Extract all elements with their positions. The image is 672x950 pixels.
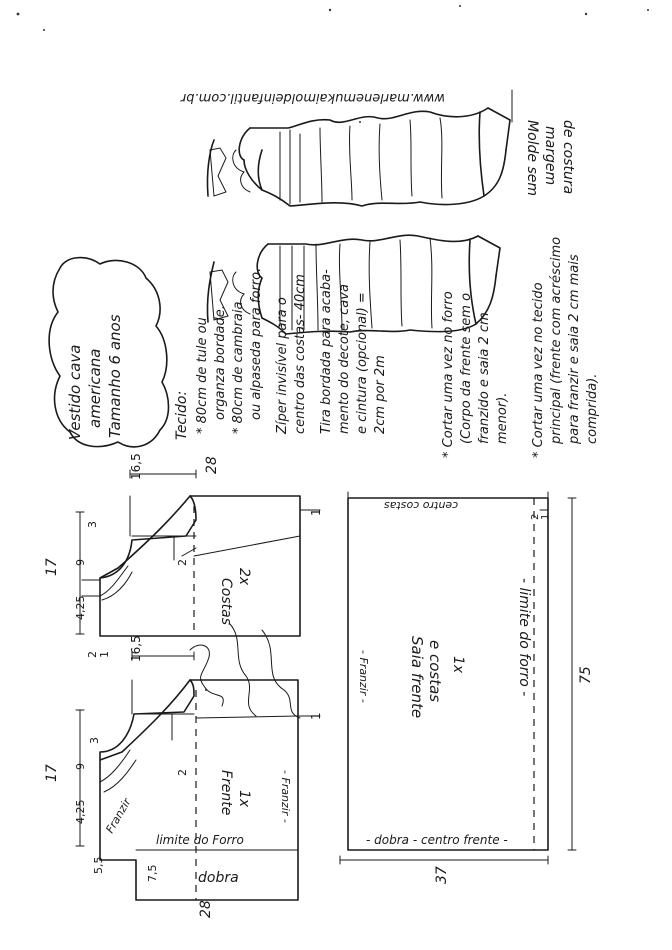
- title-line2: americana: [86, 348, 104, 428]
- skirt-fold: - dobra - centro frente -: [366, 833, 508, 847]
- back-dim-9: 9: [74, 559, 87, 566]
- back-count: 2x: [236, 568, 252, 586]
- back-piece: [44, 453, 323, 658]
- front-label: Frente: [218, 770, 234, 816]
- back-dim-1b: 1: [309, 508, 323, 516]
- skirt-dim-2: 2: [530, 513, 541, 520]
- front-dim-425: 4,25: [74, 799, 87, 824]
- fabric-heading: Tecido:: [174, 390, 190, 440]
- note-main-line2: para franzir e saia 2 cm mais: [567, 254, 582, 444]
- note-lining-line0: * Cortar uma vez no forro: [441, 291, 456, 458]
- front-dim-3: 3: [88, 737, 101, 744]
- note-main-line0: * Cortar uma vez no tecido: [531, 282, 546, 458]
- back-dim-2: 2: [86, 651, 99, 658]
- front-count: 1x: [236, 790, 252, 808]
- fabric-line-2: * 80cm de cambraia: [231, 301, 246, 434]
- skirt-width-75: 75: [578, 666, 594, 684]
- dress-illustration-front: [207, 108, 510, 206]
- title-line3: Tamanho 6 anos: [106, 314, 124, 438]
- front-dim-55: 5,5: [92, 856, 105, 874]
- skirt-piece: [340, 492, 594, 884]
- fabric-line-8: e cintura (opcional) =: [355, 292, 370, 434]
- fabric-line-9: 2cm por 2m: [373, 355, 388, 434]
- back-label: Costas: [218, 578, 234, 625]
- front-dim-165: 16,5: [129, 635, 143, 662]
- front-fold: dobra: [198, 870, 239, 886]
- fabric-line-3: ou alpaseda para forro.: [249, 267, 264, 420]
- fabric-list: [174, 268, 388, 440]
- front-franzir-neck: Franzir: [103, 796, 134, 836]
- note-main-fabric: [531, 237, 600, 458]
- fabric-line-0: * 80cm de tule ou: [195, 317, 210, 434]
- back-dim-1: 1: [98, 651, 111, 658]
- front-dim-2: 2: [176, 769, 189, 776]
- back-width-17: 17: [44, 558, 60, 576]
- mold-label: [524, 120, 576, 196]
- signature-text: Marlene Mukai: [267, 610, 280, 691]
- skirt-count: 1x: [450, 656, 466, 674]
- note-main-line1: principal (frente com acréscimo: [549, 236, 564, 444]
- skirt-height-37: 37: [434, 866, 450, 884]
- mold-label-line2: margem: [542, 126, 558, 186]
- note-lining-line3: menor).: [495, 392, 510, 444]
- title-block: [66, 314, 124, 440]
- mold-label-line1: Molde sem: [524, 120, 540, 197]
- back-dim-165: 16,5: [129, 453, 143, 480]
- note-main-line3: comprida).: [585, 373, 600, 444]
- skirt-franzir: - Franzir -: [357, 650, 370, 703]
- mold-label-line3: de costura: [560, 120, 576, 195]
- fabric-line-6: Tira bordada para acaba-: [319, 269, 334, 434]
- front-lining-limit: limite do Forro: [156, 833, 244, 847]
- fabric-line-7: mento do decote, cava: [337, 284, 352, 434]
- skirt-center-back: centro costas: [384, 499, 459, 512]
- front-dim-9: 9: [74, 763, 87, 770]
- fabric-line-4: Zíper invisível para o: [275, 297, 290, 434]
- front-franzir-top: - Franzir -: [279, 770, 292, 823]
- front-dim-28: 28: [198, 900, 214, 918]
- skirt-label-line1: Saia frente: [408, 636, 426, 719]
- title-line1: Vestido cava: [66, 344, 84, 440]
- website-url: www.marlenemukaimoldeinfantil.com.br: [180, 90, 445, 105]
- front-dim-75: 7,5: [146, 864, 159, 882]
- skirt-dim-1: 1: [540, 513, 551, 520]
- note-lining: [441, 291, 510, 458]
- fabric-line-5: centro das costas- 40cm: [293, 274, 308, 434]
- back-dim-2b: 2: [176, 559, 189, 566]
- skirt-label-line2: e costas: [426, 640, 444, 703]
- back-dim-3: 3: [86, 521, 99, 528]
- front-width-17: 17: [44, 764, 60, 782]
- front-dim-1: 1: [309, 712, 323, 720]
- back-dim-425: 4,25: [74, 595, 87, 620]
- note-lining-line1: (Corpo da frente sem o: [459, 292, 474, 444]
- fabric-line-1: organza bordade.: [213, 305, 228, 420]
- back-dim-28: 28: [204, 456, 220, 474]
- signature: [190, 610, 300, 718]
- front-piece: [44, 635, 323, 918]
- skirt-lining-limit: - limite do forro -: [516, 578, 532, 697]
- note-lining-line2: franzido e saia 2 cm: [477, 312, 492, 444]
